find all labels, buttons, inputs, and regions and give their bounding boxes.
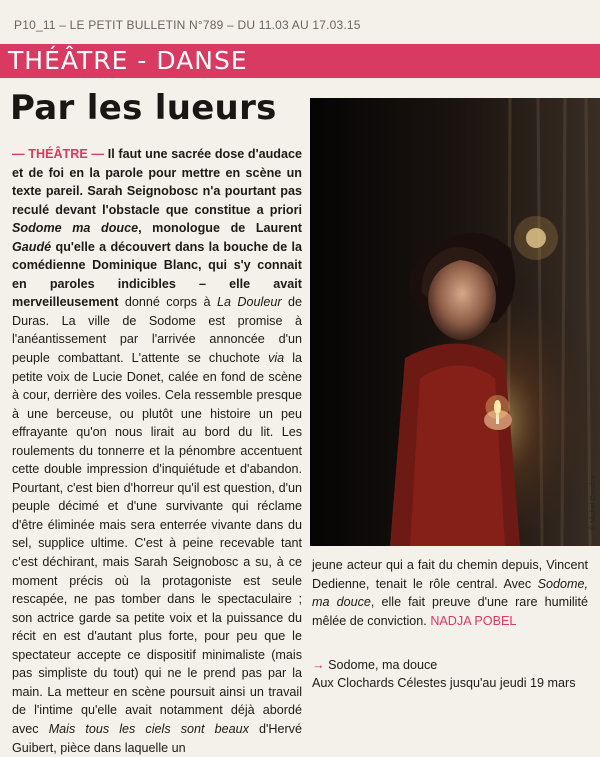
author-byline: NADJA POBEL <box>430 613 517 628</box>
section-title: THÉÂTRE - DANSE <box>8 46 248 75</box>
article-headline: Par les lueurs <box>10 88 277 128</box>
show-info <box>312 656 592 692</box>
article-column-left <box>12 145 302 757</box>
running-head: P10_11 – LE PETIT BULLETIN N°789 – DU 11.03 AU 17.03.15 <box>14 18 361 32</box>
body-text: donné corps à La Douleur de Duras. La ville de Sodome est promise à l'anéantissement par l'arrivée annoncée d'un peuple combattant. L'attente se chuchote via la petite voix de Lucie Donet, calée en fond de scène à cour, derrière des voiles. Cela ressemble presque à une berceuse, ou plutôt une histoire un peu effrayante qu'on nous lirait au bord du lit. Les roulements du tonnerre et la pénombre accentuent cette double impression d'inquiétude et d'abandon. Pourtant, c'est bien d'horreur qu'il est question, d'un peuple décimé et d'une survivante qui réclame d'être éliminée mais sera enterrée vivante dans du sel, supplice ultime. C'est à peine recevable tant c'est déchirant, mais Sarah Seignobosc a su, à ce moment précis où la protagoniste est seule rescapée, ne pas tomber dans le spectaculaire ; son actrice garde sa petite voix et la puissance du récit en est d'autant plus forte, pour peu que le spectateur accepte ce dispositif minimaliste (mais pas simpliste du tout) qui ne le prend pas par la main. La metteur en scène poursuit ainsi un travail de l'intime qu'elle avait notamment déjà abordé avec Mais tous les ciels sont beaux d'Hervé Guibert, pièce dans laquelle un <box>12 295 302 755</box>
show-title-row <box>312 656 592 674</box>
show-title: Sodome, ma douce <box>324 658 438 672</box>
stage-photo <box>310 98 600 546</box>
section-band <box>0 44 600 78</box>
show-venue: Aux Clochards Célestes jusqu'au jeudi 19 mars <box>312 676 576 690</box>
rubric-label: — THÉÂTRE — <box>12 147 105 161</box>
arrow-icon: → <box>312 658 325 672</box>
lead-text: Il faut une sacrée dose d'audace et de foi en la parole pour mettre en scène un texte pareil. Sarah Seignobosc n'a pourtant pas reculé devant l'obstacle que constitue a priori Sodome ma douce, monologue de Laurent Gaudé qu'elle a découvert dans la bouche de la comédienne Dominique Blanc, qui s'y connait en paroles indicibles – elle avait merveilleusement <box>12 147 303 310</box>
photo-credit: © Michel Cavalca <box>590 475 597 530</box>
article-text-left <box>12 145 302 757</box>
stage-photo-illustration <box>310 98 600 546</box>
article-column-right <box>312 556 588 630</box>
article-text-right: jeune acteur qui a fait du chemin depuis, Vincent Dedienne, tenait le rôle central. Avec Sodome, ma douce, elle fait preuve d'une rare humilité mêlée de conviction. NADJA POBEL <box>312 558 588 628</box>
